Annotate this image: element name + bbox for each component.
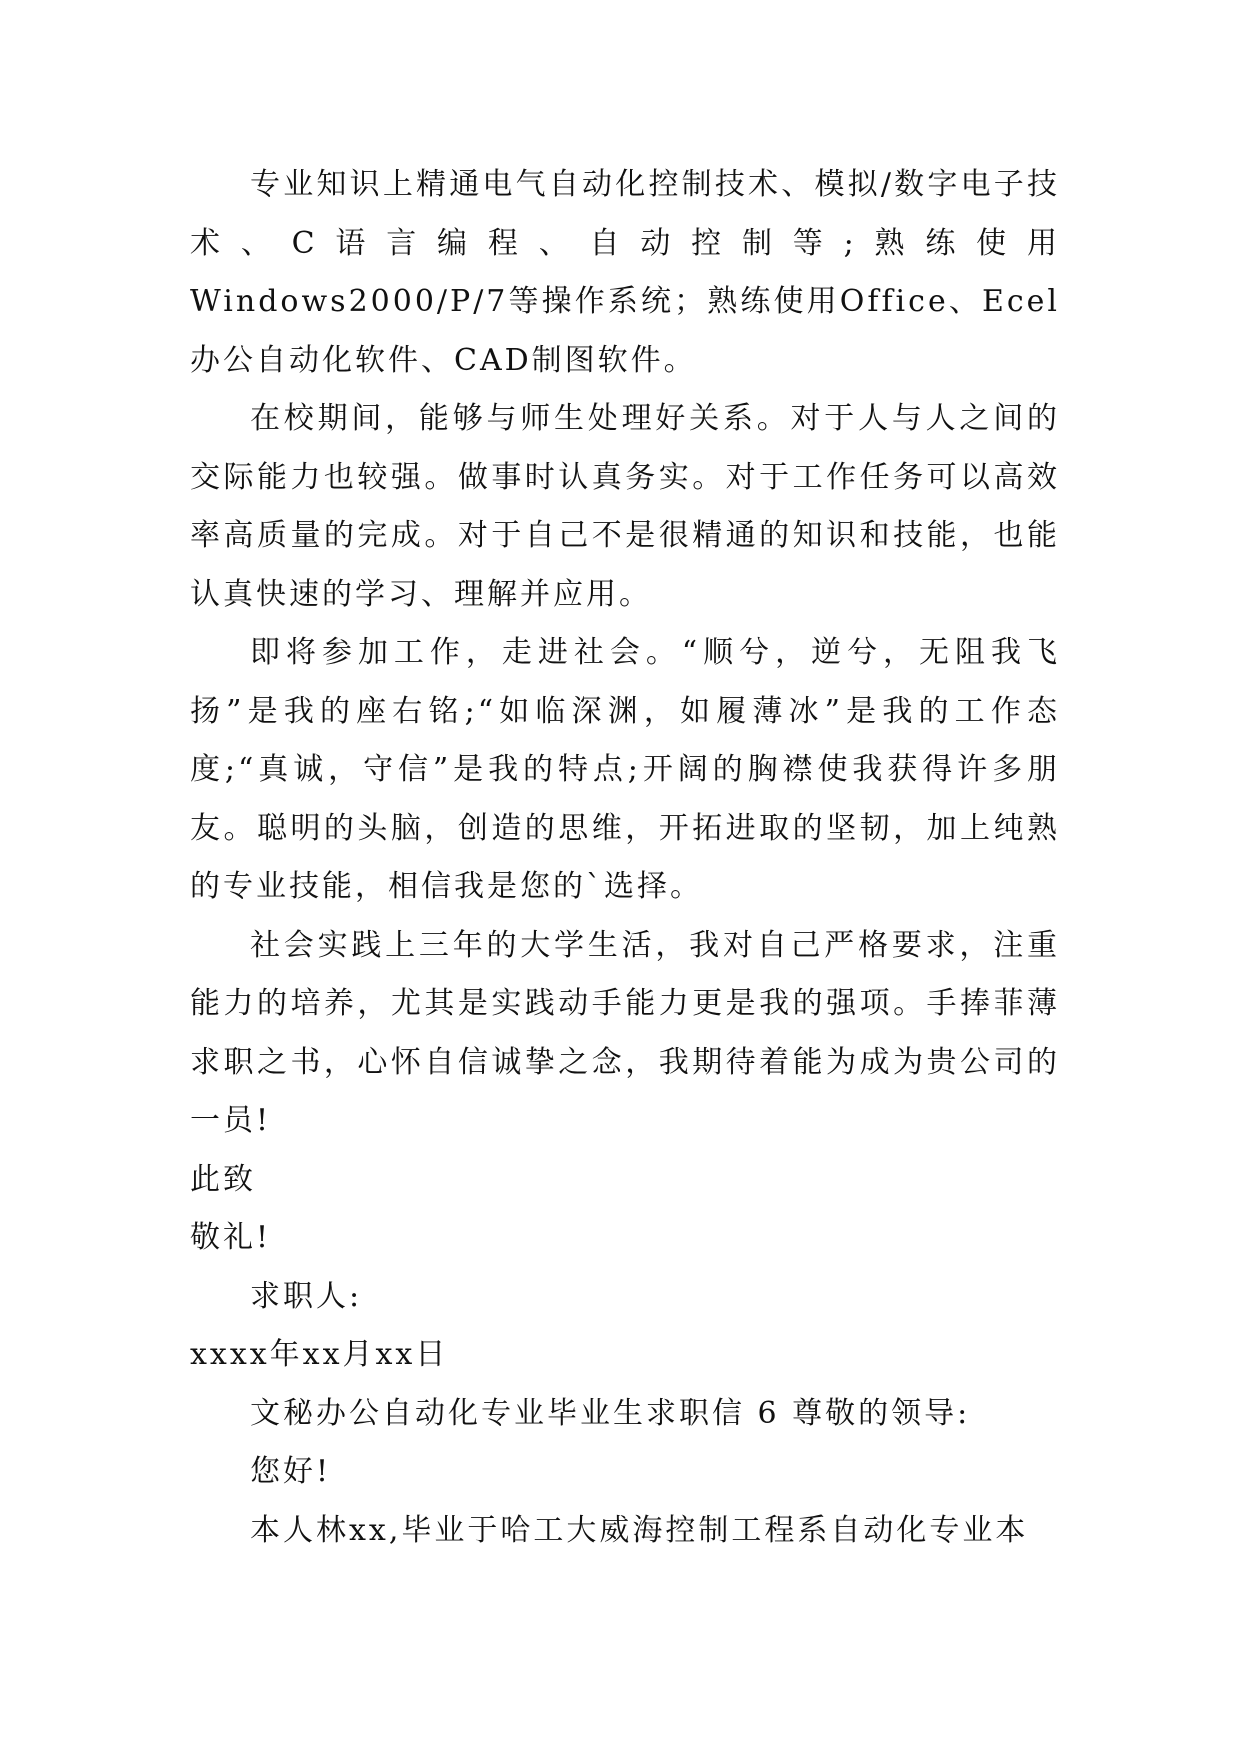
greeting-line: 您好!: [250, 1454, 332, 1489]
intro-line: 本人林xx,毕业于哈工大威海控制工程系自动化专业本: [250, 1512, 1029, 1548]
signature-line: 求职人:: [250, 1278, 363, 1314]
paragraph-school: 在校期间，能够与师生处理好关系。对于人与人之间的交际能力也较强。做事时认真务实。对于工作任务可以高效率高质量的完成。对于自己不是很精通的知识和技能，也能认真快速的学习、理解并应用。: [190, 401, 1060, 612]
paragraph-motto: 即将参加工作，走进社会。“顺兮，逆兮，无阻我飞扬”是我的座右铭;“如临深渊，如履薄冰”是我的工作态度;“真诚，守信”是我的特点;开阔的胸襟使我获得许多朋友。聪明的头脑，创造的思维，开拓进取的坚韧，加上纯熟的专业技能，相信我是您的`选择。: [190, 635, 1060, 904]
paragraph-skills: 专业知识上精通电气自动化控制技术、模拟/数字电子技术、C语言编程、自动控制等;熟练使用Windows2000/P/7等操作系统；熟练使用Office、Ecel办公自动化软件、CAD制图软件。: [190, 167, 1060, 378]
next-letter-title: 文秘办公自动化专业毕业生求职信 6 尊敬的领导:: [250, 1395, 971, 1431]
date-line: xxxx年xx月xx日: [190, 1337, 449, 1372]
document-body: [190, 156, 1060, 1560]
paragraph-practice: 社会实践上三年的大学生活，我对自己严格要求，注重能力的培养，尤其是实践动手能力更是我的强项。手捧菲薄求职之书，心怀自信诚挚之念，我期待着能为成为贵公司的一员!: [190, 927, 1060, 1138]
closing-line-1: 此致: [190, 1161, 256, 1197]
closing-line-2: 敬礼!: [190, 1220, 272, 1255]
